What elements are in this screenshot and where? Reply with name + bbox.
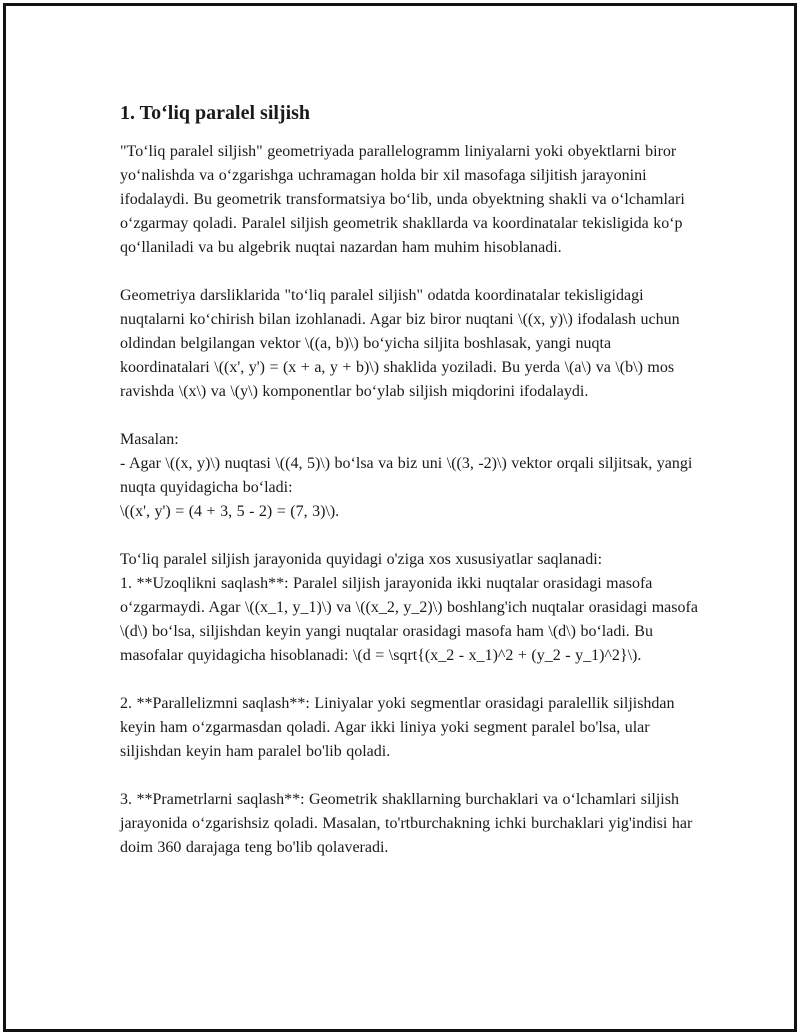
page-frame <box>3 3 797 1032</box>
paragraph-property-parallelism: 2. **Parallelizmni saqlash**: Liniyalar yoki segmentlar orasidagi paralellik siljishdan keyin ham o‘zgarmasdan qoladi. Agar ikki liniya yoki segment paralel bo'lsa, ular siljishdan keyin ham paralel bo'lib qoladi. <box>120 695 675 760</box>
paragraph-intro: "To‘liq paralel siljish" geometriyada parallelogramm liniyalarni yoki obyektlarni biror yo‘nalishda va o‘zgarishga uchramagan holda bir xil masofaga siljitish jarayonini ifodalaydi. Bu geometrik transformatsiya bo‘lib, unda obyektning shakli va o‘lchamlari o‘zgarmay qoladi. Paralel siljish geometrik shakllarda va koordinatalar tekisligida ko‘p qo‘llaniladi va bu algebrik nuqtai nazardan ham muhim hisoblanadi. <box>120 143 685 256</box>
paragraph-example: Masalan: - Agar \((x, y)\) nuqtasi \((4, 5)\) bo‘lsa va biz uni \((3, -2)\) vektor orqali siljitsak, yangi nuqta quyidagicha bo‘ladi: \((x', y') = (4 + 3, 5 - 2) = (7, 3)\). <box>120 431 693 520</box>
paragraph-coordinates: Geometriya darsliklarida "to‘liq paralel siljish" odatda koordinatalar tekisligidagi nuqtalarni ko‘chirish bilan izohlanadi. Agar biz biror nuqtani \((x, y)\) ifodalash uchun oldindan belgilangan vektor \((a, b)\) bo‘yicha siljita boshlasak, yangi nuqta koordinatalari \((x', y') = (x + a, y + b)\) shaklida yoziladi. Bu yerda \(a\) va \(b\) mos ravishda \(x\) va \(y\) komponentlar bo‘ylab siljish miqdorini ifodalaydi. <box>120 287 680 400</box>
section-title: 1. To‘liq paralel siljish <box>120 102 311 124</box>
paragraph-property-parameters: 3. **Prametrlarni saqlash**: Geometrik shakllarning burchaklari va o‘lchamlari siljish jarayonida o‘zgarishsiz qoladi. Masalan, to'rtburchakning ichki burchaklari yig'indisi har doim 360 darajaga teng bo'lib qolaveradi. <box>120 791 693 856</box>
document-body <box>120 100 700 884</box>
paragraph-property-distance: To‘liq paralel siljish jarayonida quyidagi o'ziga xos xususiyatlar saqlanadi: 1. **Uzoqlikni saqlash**: Paralel siljish jarayonida ikki nuqtalar orasidagi masofa o‘zgarmaydi. Agar \((x_1, y_1)\) va \((x_2, y_2)\) boshlang'ich nuqtalar orasidagi masofa \(d\) bo‘lsa, siljishdan keyin yangi nuqtalar orasidagi masofa ham \(d\) bo‘ladi. Bu masofalar quyidagicha hisoblanadi: \(d = \sqrt{(x_2 - x_1)^2 + (y_2 - y_1)^2}\). <box>120 551 698 664</box>
